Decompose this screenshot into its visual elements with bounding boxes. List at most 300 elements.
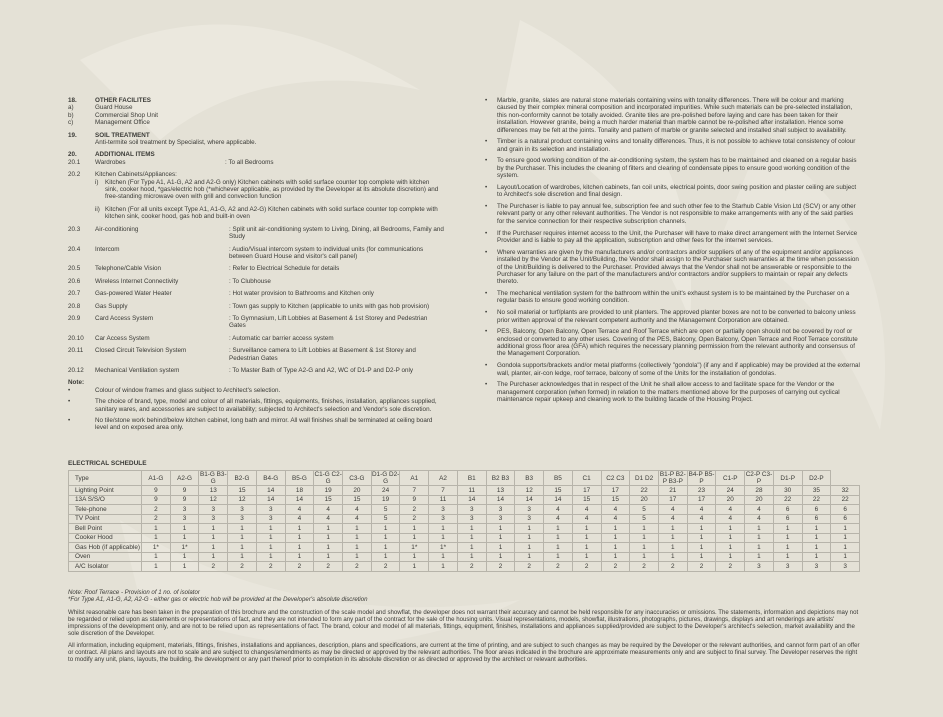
disclaimer-paragraph: All information, including equipment, materials, fittings, finishes, installations and appliances, description, plans and specifications, are current at the time of printing, and are subject to such changes as may be required by the Developer or the relevant authorities, and cannot form part of an offer or contract. All plans and layouts are not to scale and are subject to changes/amendments as may be directed or approved by the relevant authorities. The floor areas indicated in the brochure are approximate measurements only and are subject to final survey. The Developer reserves the right to modify any unit, plans, layouts, the building, the development or any part thereof prior to completion in its absolute discretion or as directed or approved by the architect or relevant authorities. bbox=[68, 641, 860, 663]
table-cell: 1 bbox=[400, 562, 429, 572]
table-cell: 1 bbox=[630, 524, 659, 534]
table-cell: 1 bbox=[802, 543, 831, 553]
table-cell: 1 bbox=[343, 543, 372, 553]
table-cell: 1 bbox=[314, 533, 343, 543]
table-cell: 1 bbox=[572, 524, 601, 534]
table-cell: 20 bbox=[343, 486, 372, 496]
table-cell: 1 bbox=[773, 533, 802, 543]
table-cell: 1 bbox=[400, 552, 429, 562]
bullet-item: • Timber is a natural product containing veins and tonality differences. Thus, it is not possible to achieve total consistency of colour and grain in its selection and installation. bbox=[485, 138, 856, 153]
table-cell: 15 bbox=[572, 495, 601, 505]
table-cell: 1 bbox=[831, 524, 860, 534]
bullet-item: • To ensure good working condition of the air-conditioning system, the system has to be maintained and cleaned on a regular basis by the Purchaser. This includes the cleaning of filters and clearing of condensate pipes to ensure good working condition of the system. bbox=[485, 157, 857, 180]
additional-item-row: 20.6 Wireless Internet Connectivity : To Clubhouse bbox=[68, 277, 271, 285]
table-cell: 1 bbox=[802, 524, 831, 534]
table-cell: 4 bbox=[572, 505, 601, 515]
header-cell: A2-G bbox=[170, 471, 199, 486]
table-cell: 1 bbox=[658, 533, 687, 543]
additional-item-row: 20.11 Closed Circuit Television System : Surveillance camera to Lift Lobbies at Basement & 1st Storey and Pedestrian Gates bbox=[68, 347, 416, 362]
table-cell: 3 bbox=[228, 505, 257, 515]
section-title: SOIL TREATMENT bbox=[95, 131, 150, 139]
table-cell: 17 bbox=[687, 495, 716, 505]
bullet-icon: • bbox=[485, 203, 488, 211]
table-cell: 2 bbox=[343, 562, 372, 572]
table-cell: 4 bbox=[343, 505, 372, 515]
bullet-item: • The Purchaser is liable to pay annual fee, subscription fee and such other fee to the Starhub Cable Vision Ltd (SCV) or any other relevant party or any other relevant authorities. The Vendor is not responsible to make arrangements with any of the said parties for the service connection for their respective subscription channels. bbox=[485, 203, 856, 225]
note-item: • No tile/stone work behind/below kitchen cabinet, long bath and mirror. All wall finishes shall be terminated at ceiling board level and on exposed area only. bbox=[68, 417, 433, 432]
table-cell: 6 bbox=[831, 514, 860, 524]
table-cell: 1 bbox=[802, 533, 831, 543]
table-cell: 2 bbox=[142, 514, 171, 524]
table-cell: 1 bbox=[400, 524, 429, 534]
table-cell: 24 bbox=[716, 486, 745, 496]
table-cell: 2 bbox=[716, 562, 745, 572]
row-label: TV Point bbox=[69, 514, 142, 524]
section-soil-treatment: 19. SOIL TREATMENT Anti-termite soil treatment by Specialist, where applicable. bbox=[68, 131, 257, 147]
table-cell: 1 bbox=[601, 533, 630, 543]
table-cell: 1 bbox=[572, 552, 601, 562]
table-cell: 4 bbox=[544, 514, 573, 524]
table-cell: 22 bbox=[630, 486, 659, 496]
table-cell: 4 bbox=[745, 514, 774, 524]
table-cell: 9 bbox=[142, 495, 171, 505]
table-cell: 4 bbox=[285, 514, 314, 524]
header-cell: A2 bbox=[429, 471, 458, 486]
table-cell: 5 bbox=[630, 514, 659, 524]
header-cell: D1-G D2-G bbox=[371, 471, 400, 485]
table-cell: 1 bbox=[314, 552, 343, 562]
table-cell: 3 bbox=[199, 505, 228, 515]
table-cell: 7 bbox=[429, 486, 458, 496]
table-cell: 1 bbox=[515, 543, 544, 553]
section-additional-items: 20. ADDITIONAL ITEMS 20.1 Wardrobes : To all Bedrooms 20.2 Kitchen Cabinets/Appliances: i) Kitchen (For Type A1, A1-G, A2 and A2-G only) Kitchen cabinets with solid surface counter top complete with kitchen sink, cooker hood, *gas/electric hob (*whichever applicable, as provided by the Developer at its absolute discretion) and free-standing microwave oven with grill and convection function ii) Kitchen (For all units except Type A1, A1-G, A2 and A2-G) Kitchen cabinets with solid surface counter top complete with kitchen sink, cooker hood, gas hob and built-in oven 20.3 Air-conditioning : Split unit air-conditioning system to Living, Dining, all Bedrooms, Family and Study 20.4 Intercom : Audio/Visual intercom system to individual units (for communications between Guard House and visitor's call panel) 20.5 Telephone/Cable Vision : Refer to Electrical Schedule for details 20.6 Wireless Internet Connectivity : To Clubhouse 20.7 Gas-powered Water Heater : Hot water provision to Bathrooms and Kitchen only 20.8 Gas Supply : Town gas supply to Kitchen (applicable to units with gas hob provision) 20.9 Card Access System : To Gymnasium, Lift Lobbies at Basement & 1st Storey and Pedestrian Gates 20.10 Car Access System : Automatic car barrier access system 20.11 Closed Circuit Television System : Surveillance camera to Lift Lobbies at Basement & 1st Storey and Pedestrian Gates 20.12 Mechanical Ventilation system : To Master Bath of Type A2-G and A2, WC of D1-P and D2-P only bbox=[68, 151, 444, 374]
table-cell: 4 bbox=[314, 505, 343, 515]
table-cell: 1 bbox=[170, 562, 199, 572]
table-cell: 1 bbox=[457, 552, 486, 562]
row-label: Oven bbox=[69, 552, 142, 562]
electrical-schedule-title: ELECTRICAL SCHEDULE bbox=[68, 460, 147, 467]
bullet-item: • Marble, granite, slates are natural stone materials containing veins with tonality differences. There will be colour and marking caused by their complex mineral composition and incorporated impurities. While such materials can be pre-selected installation, this non-conformity cannot be totally avoided. Granite tiles are pre-polished before laying and care has been taken for their installation. However granite, being a much harder material than marble cannot be re-polished after installation. Hence some differences may be felt at the joints. Tonality and pattern of marble or granite selected and installed shall subject to availability. bbox=[485, 97, 853, 134]
bullet-icon: • bbox=[485, 290, 488, 298]
table-row bbox=[69, 524, 860, 534]
table-cell: 1 bbox=[429, 562, 458, 572]
table-cell: 1* bbox=[170, 543, 199, 553]
table-cell: 11 bbox=[457, 486, 486, 496]
table-cell: 1 bbox=[371, 552, 400, 562]
additional-item-row: 20.8 Gas Supply : Town gas supply to Kitchen (applicable to units with gas hob provision) bbox=[68, 302, 430, 310]
table-cell: 1 bbox=[142, 524, 171, 534]
table-cell: 1 bbox=[285, 543, 314, 553]
table-cell: 4 bbox=[687, 514, 716, 524]
section-title: OTHER FACILITES bbox=[95, 97, 151, 104]
table-row bbox=[69, 514, 860, 524]
bullet-icon: • bbox=[485, 328, 488, 336]
table-cell: 5 bbox=[371, 505, 400, 515]
table-cell: 1 bbox=[572, 533, 601, 543]
table-cell: 1 bbox=[486, 543, 515, 553]
table-cell: 1 bbox=[343, 524, 372, 534]
bullet-item: • Where warranties are given by the manufacturers and/or contractors and/or suppliers of any of the equipment and/or appliances installed by the Vendor at the Unit/Building, the Vendor shall assign to the Purchaser such warranties at the time when possession of the Unit/Building is delivered to the Purchaser. Provided always that the Vendor shall not be answerable or responsible to the Purchaser for any failure on the part of the manufacturers and/or contractors and/or suppliers to maintain or repair any defects thereto. bbox=[485, 248, 859, 286]
right-column-bullets bbox=[485, 97, 860, 408]
table-cell: 19 bbox=[371, 495, 400, 505]
table-cell: 2 bbox=[142, 505, 171, 515]
table-cell: 1 bbox=[228, 524, 257, 534]
table-cell: 28 bbox=[745, 486, 774, 496]
bullet-item: • Gondola supports/brackets and/or metal platforms (collectively "gondola") (if any and if applicable) may be provided at the external wall, planter, air-con ledge, roof terrace, balcony of some of the Units for the installation of gondolas. bbox=[485, 362, 860, 377]
table-cell: 1 bbox=[400, 533, 429, 543]
header-cell: B2 B3 bbox=[486, 471, 515, 486]
additional-item-row: 20.10 Car Access System : Automatic car barrier access system bbox=[68, 334, 334, 342]
table-cell: 1 bbox=[544, 524, 573, 534]
table-cell: 1 bbox=[716, 533, 745, 543]
table-cell: 12 bbox=[515, 486, 544, 496]
table-cell: 3 bbox=[773, 562, 802, 572]
table-row bbox=[69, 505, 860, 515]
table-cell: 15 bbox=[544, 486, 573, 496]
table-cell: 1 bbox=[687, 524, 716, 534]
table-cell: 1 bbox=[716, 524, 745, 534]
table-cell: 20 bbox=[716, 495, 745, 505]
table-row bbox=[69, 495, 860, 505]
table-cell: 1 bbox=[256, 533, 285, 543]
table-cell: 4 bbox=[601, 505, 630, 515]
table-cell: 1 bbox=[687, 533, 716, 543]
bullet-item: • Layout/Location of wardrobes, kitchen cabinets, fan coil units, electrical points, door swing position and plaster ceiling are subject to Architect's sole discretion and final design. bbox=[485, 183, 857, 199]
table-cell: 3 bbox=[429, 505, 458, 515]
table-cell: 2 bbox=[687, 562, 716, 572]
table-cell: 1 bbox=[544, 533, 573, 543]
table-cell: 1 bbox=[285, 552, 314, 562]
table-cell: 6 bbox=[773, 505, 802, 515]
table-cell: 1 bbox=[371, 543, 400, 553]
bullet-icon: • bbox=[485, 97, 488, 104]
table-cell: 3 bbox=[515, 514, 544, 524]
table-cell: 1 bbox=[658, 543, 687, 553]
table-cell: 1 bbox=[802, 552, 831, 562]
additional-item-row: 20.12 Mechanical Ventilation system : To Master Bath of Type A2-G and A2, WC of D1-P and D2-P only bbox=[68, 366, 413, 374]
table-cell: 1 bbox=[457, 533, 486, 543]
table-cell: 1 bbox=[630, 533, 659, 543]
table-cell: 1 bbox=[486, 552, 515, 562]
header-cell: D1-P bbox=[773, 471, 802, 486]
roof-terrace-note: Note: Roof Terrace - Provision of 1 no. of isolator bbox=[68, 589, 200, 596]
table-cell: 1 bbox=[601, 543, 630, 553]
table-row bbox=[69, 543, 860, 553]
table-cell: 15 bbox=[343, 495, 372, 505]
bullet-icon: • bbox=[485, 229, 488, 237]
table-cell: 20 bbox=[630, 495, 659, 505]
table-cell: 24 bbox=[371, 486, 400, 496]
table-cell: 1 bbox=[371, 524, 400, 534]
row-label: Gas Hob (if applicable) bbox=[69, 543, 142, 553]
left-column bbox=[68, 97, 445, 437]
table-cell: 1 bbox=[745, 524, 774, 534]
table-cell: 4 bbox=[658, 514, 687, 524]
table-cell: 1 bbox=[457, 524, 486, 534]
table-cell: 1 bbox=[343, 533, 372, 543]
table-cell: 1 bbox=[601, 552, 630, 562]
table-cell: 1 bbox=[228, 543, 257, 553]
table-cell: 6 bbox=[802, 514, 831, 524]
bullet-icon: • bbox=[485, 381, 488, 389]
additional-item-row: 20.9 Card Access System : To Gymnasium, Lift Lobbies at Basement & 1st Storey and Pedestrian Gates bbox=[68, 314, 428, 330]
note-item: • Colour of window frames and glass subject to Architect's selection. bbox=[68, 386, 281, 394]
table-cell: 23 bbox=[687, 486, 716, 496]
table-cell: 4 bbox=[687, 505, 716, 515]
table-cell: 4 bbox=[285, 505, 314, 515]
table-cell: 4 bbox=[343, 514, 372, 524]
table-cell: 19 bbox=[314, 486, 343, 496]
table-cell: 17 bbox=[572, 486, 601, 496]
table-cell: 3 bbox=[515, 505, 544, 515]
table-cell: 2 bbox=[658, 562, 687, 572]
table-cell: 1 bbox=[745, 543, 774, 553]
table-cell: 4 bbox=[544, 505, 573, 515]
table-cell: 1 bbox=[572, 543, 601, 553]
table-cell: 11 bbox=[429, 495, 458, 505]
table-cell: 1 bbox=[199, 524, 228, 534]
table-cell: 1 bbox=[773, 543, 802, 553]
table-cell: 2 bbox=[630, 562, 659, 572]
bullet-item: • If the Purchaser requires internet access to the Unit, the Purchaser will have to make direct arrangement with the Internet Service Provider and is liable to pay all the application, subscription and other fees for the internet services. bbox=[485, 229, 858, 244]
table-cell: 1 bbox=[314, 524, 343, 534]
row-label: A/C Isolator bbox=[69, 562, 142, 572]
table-cell: 1* bbox=[400, 543, 429, 553]
header-cell: Type bbox=[69, 471, 142, 486]
header-cell: D2-P bbox=[802, 471, 831, 486]
table-cell: 1 bbox=[142, 552, 171, 562]
table-cell: 2 bbox=[228, 562, 257, 572]
table-cell: 14 bbox=[256, 486, 285, 496]
table-cell: 9 bbox=[170, 495, 199, 505]
table-cell: 1 bbox=[285, 524, 314, 534]
table-row bbox=[69, 486, 860, 496]
table-cell: 20 bbox=[745, 495, 774, 505]
header-cell: B4-G bbox=[256, 471, 285, 486]
header-cell: C1 bbox=[572, 471, 601, 486]
table-cell: 1 bbox=[256, 552, 285, 562]
table-cell: 1* bbox=[142, 543, 171, 553]
table-row bbox=[69, 552, 860, 562]
header-cell: A1-G bbox=[142, 471, 171, 486]
section-title: ADDITIONAL ITEMS bbox=[95, 151, 155, 159]
table-cell: 3 bbox=[457, 505, 486, 515]
table-cell: 1 bbox=[170, 552, 199, 562]
header-cell: B5 bbox=[544, 471, 573, 486]
table-cell: 1 bbox=[601, 524, 630, 534]
table-cell: 2 bbox=[285, 562, 314, 572]
table-cell: 1 bbox=[745, 533, 774, 543]
table-cell: 12 bbox=[228, 495, 257, 505]
table-cell: 5 bbox=[371, 514, 400, 524]
table-cell: 2 bbox=[572, 562, 601, 572]
table-cell: 1 bbox=[716, 543, 745, 553]
row-label: 13A S/S/O bbox=[69, 495, 142, 505]
table-cell: 22 bbox=[802, 495, 831, 505]
header-cell: C3-G bbox=[343, 471, 372, 486]
table-cell: 12 bbox=[199, 495, 228, 505]
table-cell: 35 bbox=[802, 486, 831, 496]
header-cell: A1 bbox=[400, 471, 429, 486]
header-cell: B3 bbox=[515, 471, 544, 486]
table-cell: 3 bbox=[802, 562, 831, 572]
table-cell: 1 bbox=[773, 552, 802, 562]
table-cell: 4 bbox=[745, 505, 774, 515]
additional-item-row: 20.4 Intercom : Audio/Visual intercom system to individual units (for communications between Guard House and visitor's call panel) bbox=[68, 245, 424, 260]
table-cell: 4 bbox=[572, 514, 601, 524]
table-cell: 3 bbox=[256, 514, 285, 524]
table-cell: 3 bbox=[170, 514, 199, 524]
table-cell: 9 bbox=[400, 495, 429, 505]
table-cell: 1 bbox=[515, 552, 544, 562]
table-cell: 1 bbox=[199, 552, 228, 562]
table-cell: 1 bbox=[199, 543, 228, 553]
table-cell: 13 bbox=[486, 486, 515, 496]
bullet-icon: • bbox=[485, 183, 488, 191]
table-cell: 3 bbox=[170, 505, 199, 515]
table-cell: 2 bbox=[544, 562, 573, 572]
table-cell: 17 bbox=[601, 486, 630, 496]
table-cell: 15 bbox=[314, 495, 343, 505]
item-kitchen-cabinets: 20.2 Kitchen Cabinets/Appliances: i) Kitchen (For Type A1, A1-G, A2 and A2-G only) Kitchen cabinets with solid surface counter top complete with kitchen sink, cooker hood, *gas/electric hob (*whichever applicable, as provided by the Developer at its absolute discretion) and free-standing microwave oven with grill and convection function ii) Kitchen (For all units except Type A1, A1-G, A2 and A2-G) Kitchen cabinets with solid surface counter top complete with kitchen sink, cooker hood, gas hob and built-in oven bbox=[68, 171, 439, 221]
table-cell: 1 bbox=[831, 543, 860, 553]
table-cell: 1 bbox=[343, 552, 372, 562]
table-cell: 14 bbox=[515, 495, 544, 505]
table-cell: 30 bbox=[773, 486, 802, 496]
table-cell: 15 bbox=[601, 495, 630, 505]
table-cell: 3 bbox=[228, 514, 257, 524]
table-cell: 2 bbox=[256, 562, 285, 572]
table-cell: 2 bbox=[515, 562, 544, 572]
table-cell: 9 bbox=[142, 486, 171, 496]
table-cell: 2 bbox=[400, 514, 429, 524]
table-cell: 2 bbox=[457, 562, 486, 572]
notes-title: Note: bbox=[68, 379, 85, 387]
table-cell: 1 bbox=[429, 533, 458, 543]
table-cell: 2 bbox=[486, 562, 515, 572]
table-cell: 1 bbox=[170, 533, 199, 543]
table-cell: 1 bbox=[371, 533, 400, 543]
table-cell: 3 bbox=[486, 505, 515, 515]
row-label: Tele-phone bbox=[69, 505, 142, 515]
table-cell: 1 bbox=[658, 524, 687, 534]
table-cell: 2 bbox=[314, 562, 343, 572]
table-cell: 1 bbox=[228, 533, 257, 543]
table-cell: 1 bbox=[486, 533, 515, 543]
additional-item-row: 20.7 Gas-powered Water Heater : Hot water provision to Bathrooms and Kitchen only bbox=[68, 290, 374, 298]
table-cell: 14 bbox=[285, 495, 314, 505]
table-row bbox=[69, 533, 860, 543]
table-cell: 1* bbox=[429, 543, 458, 553]
table-cell: 2 bbox=[371, 562, 400, 572]
header-cell: B1-G B3-G bbox=[199, 471, 227, 485]
table-cell: 9 bbox=[170, 486, 199, 496]
table-cell: 1 bbox=[314, 543, 343, 553]
table-cell: 5 bbox=[630, 505, 659, 515]
footnotes bbox=[68, 589, 860, 667]
bullet-icon: • bbox=[485, 138, 488, 146]
header-cell: B4-P B5-P bbox=[688, 471, 715, 485]
header-cell: D1 D2 bbox=[630, 471, 659, 486]
table-cell: 1 bbox=[716, 552, 745, 562]
table-cell: 1 bbox=[515, 524, 544, 534]
table-cell: 2 bbox=[199, 562, 228, 572]
table-cell: 1 bbox=[544, 552, 573, 562]
table-cell: 13 bbox=[199, 486, 228, 496]
table-cell: 1 bbox=[142, 562, 171, 572]
table-cell: 3 bbox=[745, 562, 774, 572]
row-label: Cooker Hood bbox=[69, 533, 142, 543]
table-cell: 3 bbox=[486, 514, 515, 524]
table-cell: 6 bbox=[773, 514, 802, 524]
table-cell: 1 bbox=[429, 524, 458, 534]
additional-item-row: 20.5 Telephone/Cable Vision : Refer to Electrical Schedule for details bbox=[68, 265, 340, 273]
table-cell: 3 bbox=[199, 514, 228, 524]
table-cell: 1 bbox=[429, 552, 458, 562]
table-cell: 4 bbox=[716, 505, 745, 515]
table-cell: 32 bbox=[831, 486, 860, 496]
table-cell: 1 bbox=[256, 543, 285, 553]
table-cell: 1 bbox=[457, 543, 486, 553]
bullet-item: • The Purchaser acknowledges that in respect of the Unit he shall allow access to and facilitate space for the Vendor or the management corporation (when formed) in relation to the matters mentioned above for the purposes of carrying out cyclical maintenance repair upkeep and cleaning work to the building facade of the Housing Project. bbox=[485, 381, 840, 404]
disclaimer-paragraph: Whilst reasonable care has been taken in the preparation of this brochure and the construction of the scale model and showflat, the developer does not warrant their accuracy and cannot be held responsible for any inaccuracies or omissions. The statements, information and depictions may not be regarded or relied upon as statements or representations of fact, and they are not intended to form any part of the contract for the sale of the housing units. Visual representations, models, showflat, illustrations, photographs, pictures, drawings, displays and art renderings are artists' impressions of the development only, and are not to be relied upon as representations of fact. The brand, colour and model of all materials, fittings, equipment, finishes, installations and appliances supplied/provided are subject to the Developer's architect's selection, market availability and the sole discretion of the Developer. bbox=[68, 609, 859, 638]
hob-note: *For Type A1, A1-G, A2, A2-G - either gas or electric hob will be provided at the Developer's absolute discretion bbox=[68, 596, 368, 604]
table-cell: 14 bbox=[256, 495, 285, 505]
table-cell: 17 bbox=[658, 495, 687, 505]
header-cell: B2-G bbox=[228, 471, 257, 486]
table-cell: 4 bbox=[314, 514, 343, 524]
table-cell: 1 bbox=[170, 524, 199, 534]
table-cell: 21 bbox=[658, 486, 687, 496]
table-cell: 1 bbox=[199, 533, 228, 543]
item-wardrobes: 20.1 Wardrobes : To all Bedrooms bbox=[68, 158, 274, 166]
table-cell: 1 bbox=[658, 552, 687, 562]
table-cell: 15 bbox=[228, 486, 257, 496]
table-cell: 1 bbox=[773, 524, 802, 534]
table-cell: 1 bbox=[228, 552, 257, 562]
table-cell: 1 bbox=[285, 533, 314, 543]
header-cell: C1-P bbox=[716, 471, 745, 486]
bullet-icon: • bbox=[485, 309, 488, 317]
header-cell: B1-P B2-P B3-P bbox=[659, 471, 686, 485]
table-cell: 2 bbox=[601, 562, 630, 572]
table-cell: 1 bbox=[831, 552, 860, 562]
bullet-icon: • bbox=[485, 362, 488, 370]
table-cell: 1 bbox=[630, 552, 659, 562]
table-cell: 1 bbox=[687, 552, 716, 562]
table-cell: 1 bbox=[142, 533, 171, 543]
table-cell: 3 bbox=[429, 514, 458, 524]
bullet-icon: • bbox=[485, 157, 488, 165]
table-cell: 1 bbox=[745, 552, 774, 562]
bullet-item: • The mechanical ventilation system for the bathroom within the unit's exhaust system is to be maintained by the Purchaser on a regular basis to ensure good working condition. bbox=[485, 290, 850, 305]
table-cell: 6 bbox=[802, 505, 831, 515]
table-cell: 1 bbox=[630, 543, 659, 553]
bullet-icon: • bbox=[485, 248, 488, 256]
section-other-facilities: 18. OTHER FACILITES a) Guard House b) Commercial Shop Unit c) Management Office bbox=[68, 97, 158, 127]
table-cell: 4 bbox=[658, 505, 687, 515]
row-label: Bell Point bbox=[69, 524, 142, 534]
table-cell: 18 bbox=[285, 486, 314, 496]
notes bbox=[68, 379, 445, 431]
table-cell: 14 bbox=[544, 495, 573, 505]
table-cell: 3 bbox=[457, 514, 486, 524]
table-cell: 1 bbox=[544, 543, 573, 553]
table-cell: 3 bbox=[256, 505, 285, 515]
electrical-schedule-table bbox=[68, 470, 860, 572]
table-cell: 7 bbox=[400, 486, 429, 496]
table-cell: 1 bbox=[515, 533, 544, 543]
